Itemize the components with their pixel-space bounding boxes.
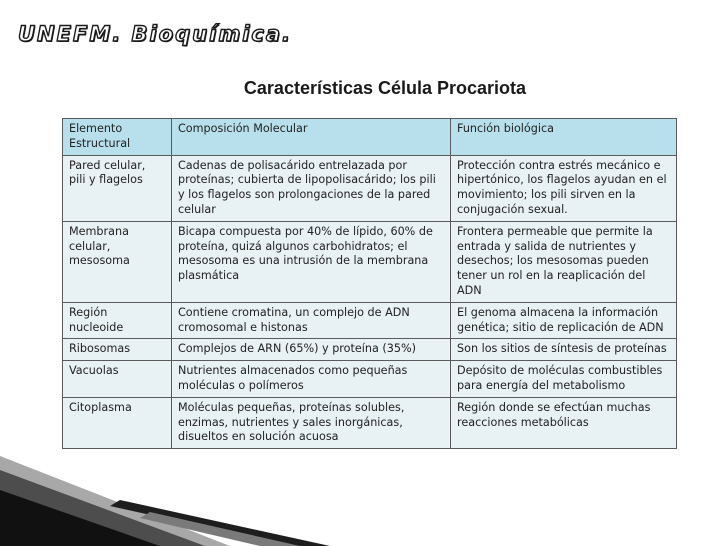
cell-composition: Moléculas pequeñas, proteínas solubles, enzimas, nutrientes y sales inorgánicas, disueltos en solución acuosa xyxy=(172,397,451,448)
header-cell-function: Función biológica xyxy=(451,119,677,156)
table-header-row xyxy=(63,119,677,156)
cell-function: Depósito de moléculas combustibles para energía del metabolismo xyxy=(451,361,677,398)
cell-element: Citoplasma xyxy=(63,397,172,448)
cell-composition: Cadenas de polisacárido entrelazada por proteínas; cubierta de lipopolisacárido; los pili y los flagelos son prolongaciones de la pared celular xyxy=(172,155,451,221)
cell-function: Son los sitios de síntesis de proteínas xyxy=(451,339,677,361)
cell-element: Ribosomas xyxy=(63,339,172,361)
table-row xyxy=(63,361,677,398)
table-row xyxy=(63,302,677,339)
cell-composition: Bicapa compuesta por 40% de lípido, 60% de proteína, quizá algunos carbohidratos; el mesosoma es una intrusión de la membrana plasmática xyxy=(172,221,451,302)
table-row xyxy=(63,155,677,221)
cell-composition: Contiene cromatina, un complejo de ADN cromosomal e histonas xyxy=(172,302,451,339)
cell-function: Región donde se efectúan muchas reacciones metabólicas xyxy=(451,397,677,448)
cell-element: Vacuolas xyxy=(63,361,172,398)
cell-function: El genoma almacena la información genética; sitio de replicación de ADN xyxy=(451,302,677,339)
page-title: Características Célula Procariota xyxy=(243,78,527,98)
logo-text: UNEFM. Bioquímica. xyxy=(18,22,292,46)
cell-composition: Complejos de ARN (65%) y proteína (35%) xyxy=(172,339,451,361)
cell-element: Pared celular, pili y flagelos xyxy=(63,155,172,221)
cell-function: Frontera permeable que permite la entrada y salida de nutrientes y desechos; los mesosomas pueden tener un rol en la reaplicación del ADN xyxy=(451,221,677,302)
header-cell-element: Elemento Estructural xyxy=(63,119,172,156)
cell-function: Protección contra estrés mecánico e hipertónico, los flagelos ayudan en el movimiento; los pili sirven en la conjugación sexual. xyxy=(451,155,677,221)
characteristics-table xyxy=(62,118,677,449)
table-row xyxy=(63,397,677,448)
cell-element: Región nucleoide xyxy=(63,302,172,339)
table-row xyxy=(63,221,677,302)
table-row xyxy=(63,339,677,361)
header-cell-composition: Composición Molecular xyxy=(172,119,451,156)
cell-element: Membrana celular, mesosoma xyxy=(63,221,172,302)
cell-composition: Nutrientes almacenados como pequeñas moléculas o polímeros xyxy=(172,361,451,398)
